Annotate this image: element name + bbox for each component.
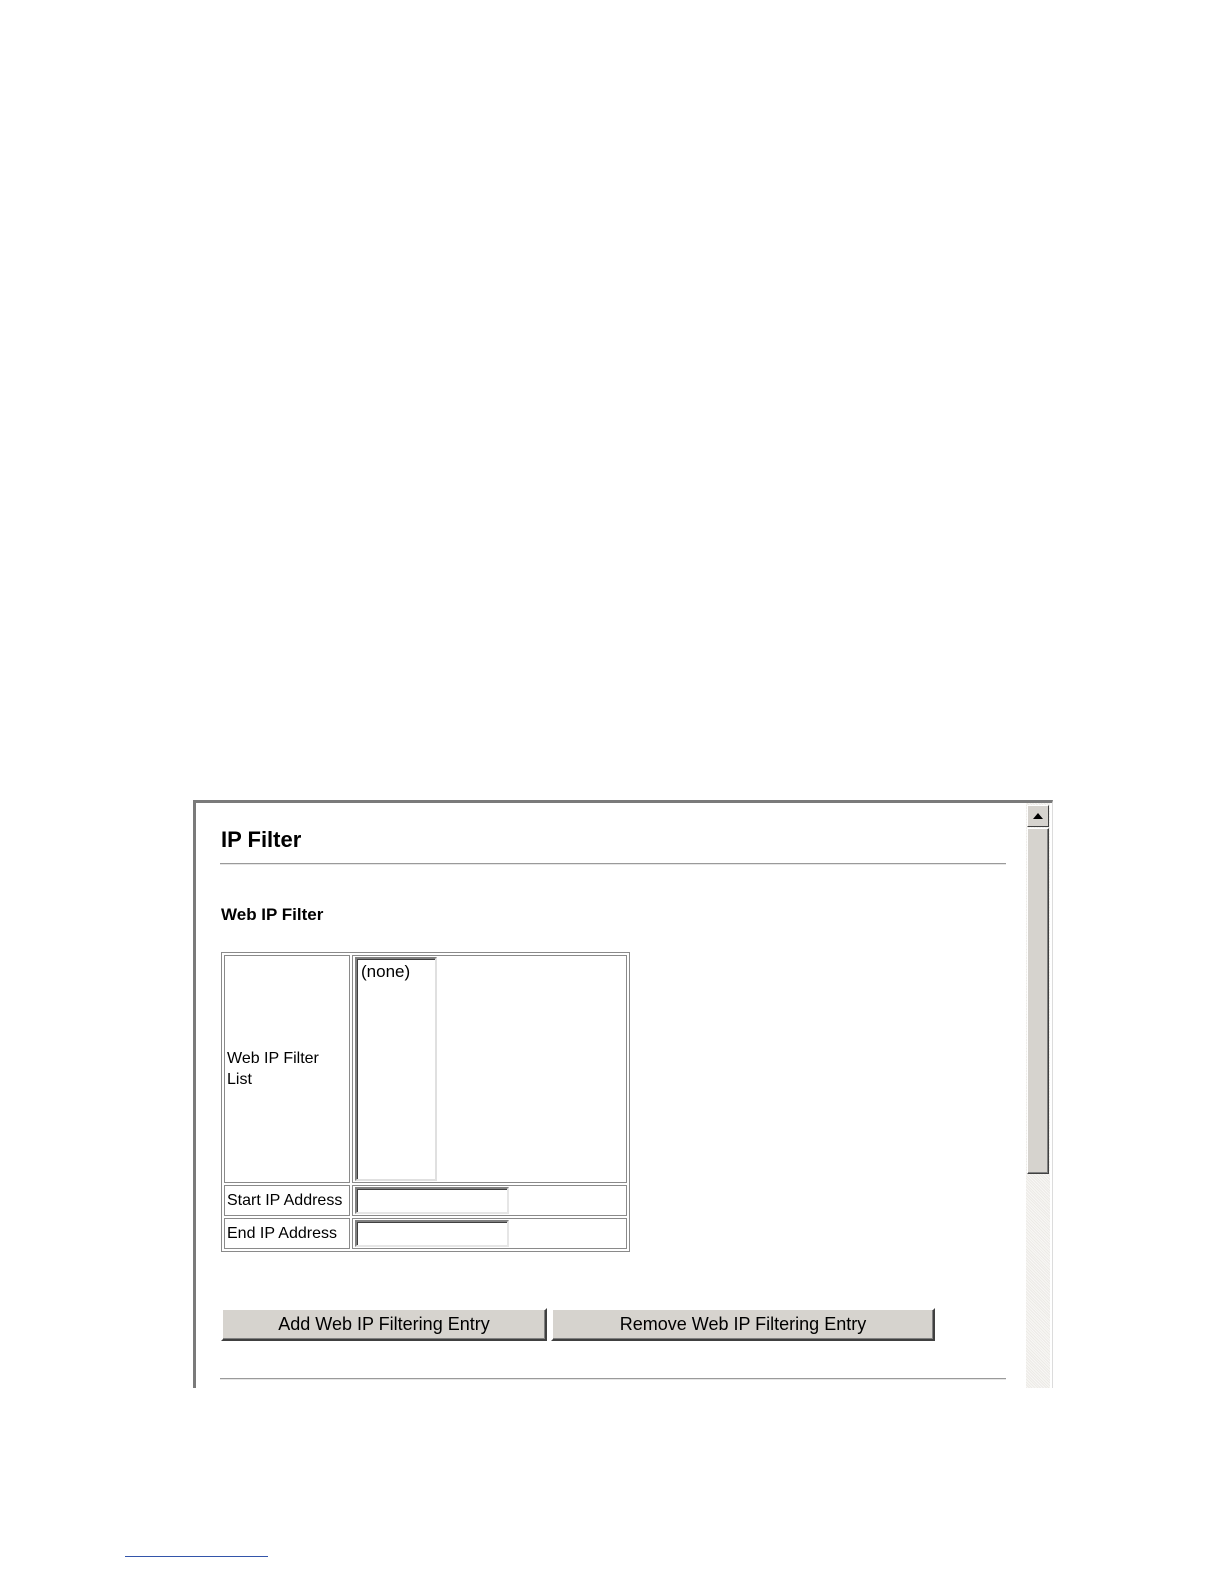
remove-filter-entry-button[interactable]: Remove Web IP Filtering Entry — [551, 1308, 935, 1341]
scroll-up-arrow-icon[interactable] — [1027, 805, 1049, 827]
filter-listbox[interactable] — [355, 957, 437, 1181]
end-ip-input[interactable] — [355, 1220, 509, 1247]
section-title: Web IP Filter — [221, 905, 324, 924]
scrollbar-thumb[interactable] — [1027, 828, 1049, 1174]
filter-list-cell — [352, 955, 627, 1183]
title-divider — [220, 863, 1006, 865]
page-title: IP Filter — [221, 827, 302, 852]
filter-list-option[interactable]: (none) — [361, 962, 411, 981]
end-ip-row — [224, 1218, 627, 1249]
filter-list-row — [224, 955, 627, 1183]
web-ip-filter-form — [221, 952, 630, 1252]
end-ip-label: End IP Address — [224, 1218, 350, 1249]
add-filter-entry-button[interactable]: Add Web IP Filtering Entry — [221, 1308, 547, 1341]
vertical-scrollbar[interactable] — [1026, 803, 1050, 1388]
end-ip-cell — [352, 1218, 627, 1249]
start-ip-cell — [352, 1185, 627, 1216]
page-content — [196, 803, 1026, 1388]
footnote-rule — [125, 1556, 268, 1557]
start-ip-row — [224, 1185, 627, 1216]
filter-list-label: Web IP Filter List — [224, 955, 350, 1183]
screenshot-window — [193, 800, 1053, 1388]
start-ip-label: Start IP Address — [224, 1185, 350, 1216]
start-ip-input[interactable] — [355, 1187, 509, 1214]
bottom-divider — [220, 1378, 1006, 1380]
